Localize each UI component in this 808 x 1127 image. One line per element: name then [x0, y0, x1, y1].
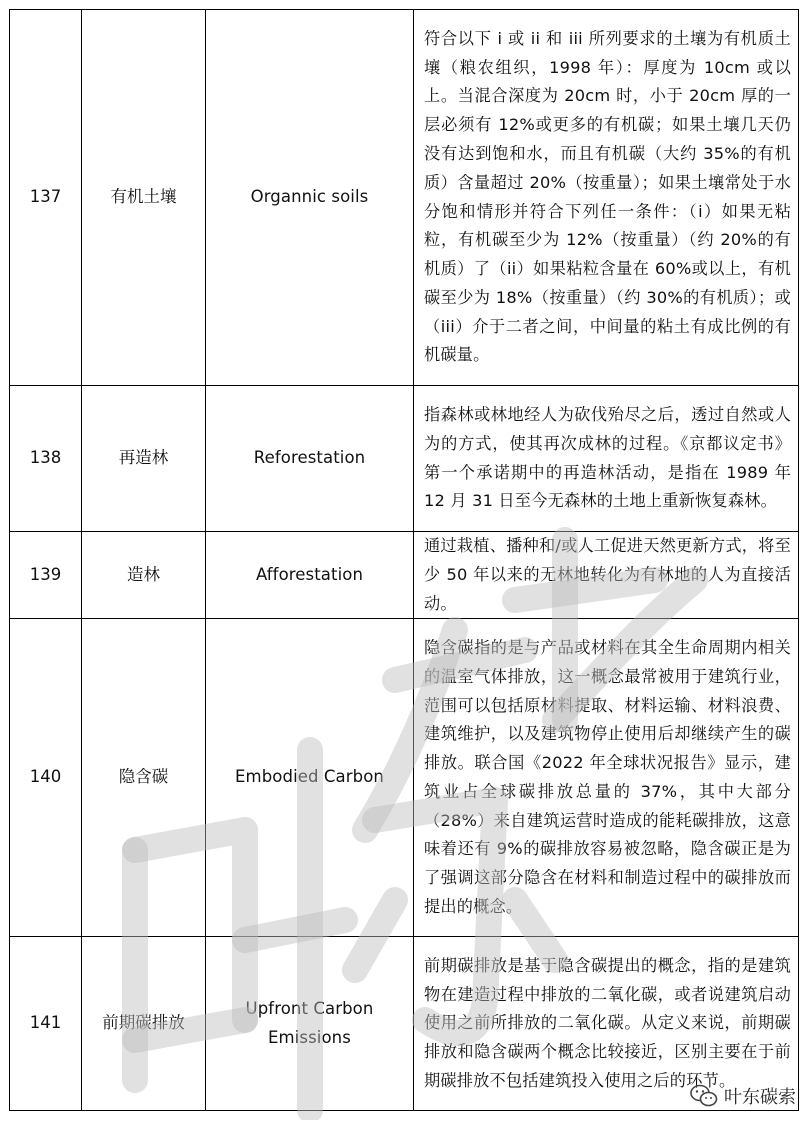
term-definition: 隐含碳指的是与产品或材料在其全生命周期内相关的温室气体排放，这一概念最常被用于建筑行业，范围可以包括原材料提取、材料运输、材料浪费、建筑维护，以及建筑物停止使用后却继续产生的碳排放。联合国《2022 年全球状况报告》显示，建筑业占全球碳排放总量的 37%，其中大部分（28%）来自建筑运营时造成的能耗碳排放，这意味着还有 9%的碳排放容易被忽略，隐含碳正是为了强调这部分隐含在材料和制造过程中的碳排放而提出的概念。	[414, 619, 799, 937]
row-number: 138	[10, 386, 82, 532]
term-english: Reforestation	[206, 386, 414, 532]
table-row	[10, 619, 799, 937]
table-row	[10, 10, 799, 386]
glossary-table	[9, 9, 799, 1111]
term-english-line: Emissions	[268, 1027, 351, 1047]
brand-name: 叶东碳索	[724, 1087, 796, 1108]
term-english: Embodied Carbon	[206, 619, 414, 937]
row-number: 141	[10, 937, 82, 1111]
table-row	[10, 386, 799, 532]
term-chinese: 再造林	[82, 386, 206, 532]
term-english-line: Upfront Carbon	[245, 999, 374, 1019]
wechat-icon	[690, 1084, 718, 1108]
table-row	[10, 937, 799, 1111]
row-number: 140	[10, 619, 82, 937]
term-chinese: 有机土壤	[82, 10, 206, 386]
term-chinese: 造林	[82, 532, 206, 619]
term-english: Organnic soils	[206, 10, 414, 386]
term-definition: 指森林或林地经人为砍伐殆尽之后，透过自然或人为的方式，使其再次成林的过程。《京都议定书》第一个承诺期中的再造林活动，是指在 1989 年 12 月 31 日至今无森林的土地上重新恢复森林。	[414, 386, 799, 532]
term-definition: 前期碳排放是基于隐含碳提出的概念，指的是建筑物在建造过程中排放的二氧化碳，或者说建筑启动使用之前所排放的二氧化碳。从定义来说，前期碳排放和隐含碳两个概念比较接近，区别主要在于前期碳排放不包括建筑投入使用之后的环节。	[414, 937, 799, 1111]
table-row	[10, 532, 799, 619]
brand-signature	[690, 1083, 796, 1109]
term-english: Afforestation	[206, 532, 414, 619]
row-number: 139	[10, 532, 82, 619]
term-definition: 符合以下 i 或 ii 和 iii 所列要求的土壤为有机质土壤（粮农组织，1998 年）：厚度为 10cm 或以上。当混合深度为 20cm 时，小于 20cm 厚的一层必须有 12%或更多的有机碳；如果土壤几天仍没有达到饱和水，而且有机碳（大约 35%的有机质）含量超过 20%（按重量）；如果土壤常处于水分饱和情形并符合下列任一条件：（i）如果无粘粒，有机碳至少为 12%（按重量）（约 20%的有机质）了（ii）如果粘粒含量在 60%或以上，有机碳至少为 18%（按重量）（约 30%的有机质）；或（iii）介于二者之间，中间量的粘土有成比例的有机碳量。	[414, 10, 799, 386]
term-english	[206, 937, 414, 1111]
term-definition: 通过栽植、播种和/或人工促进天然更新方式，将至少 50 年以来的无林地转化为有林地的人为直接活动。	[414, 532, 799, 619]
term-chinese: 隐含碳	[82, 619, 206, 937]
term-chinese: 前期碳排放	[82, 937, 206, 1111]
row-number: 137	[10, 10, 82, 386]
